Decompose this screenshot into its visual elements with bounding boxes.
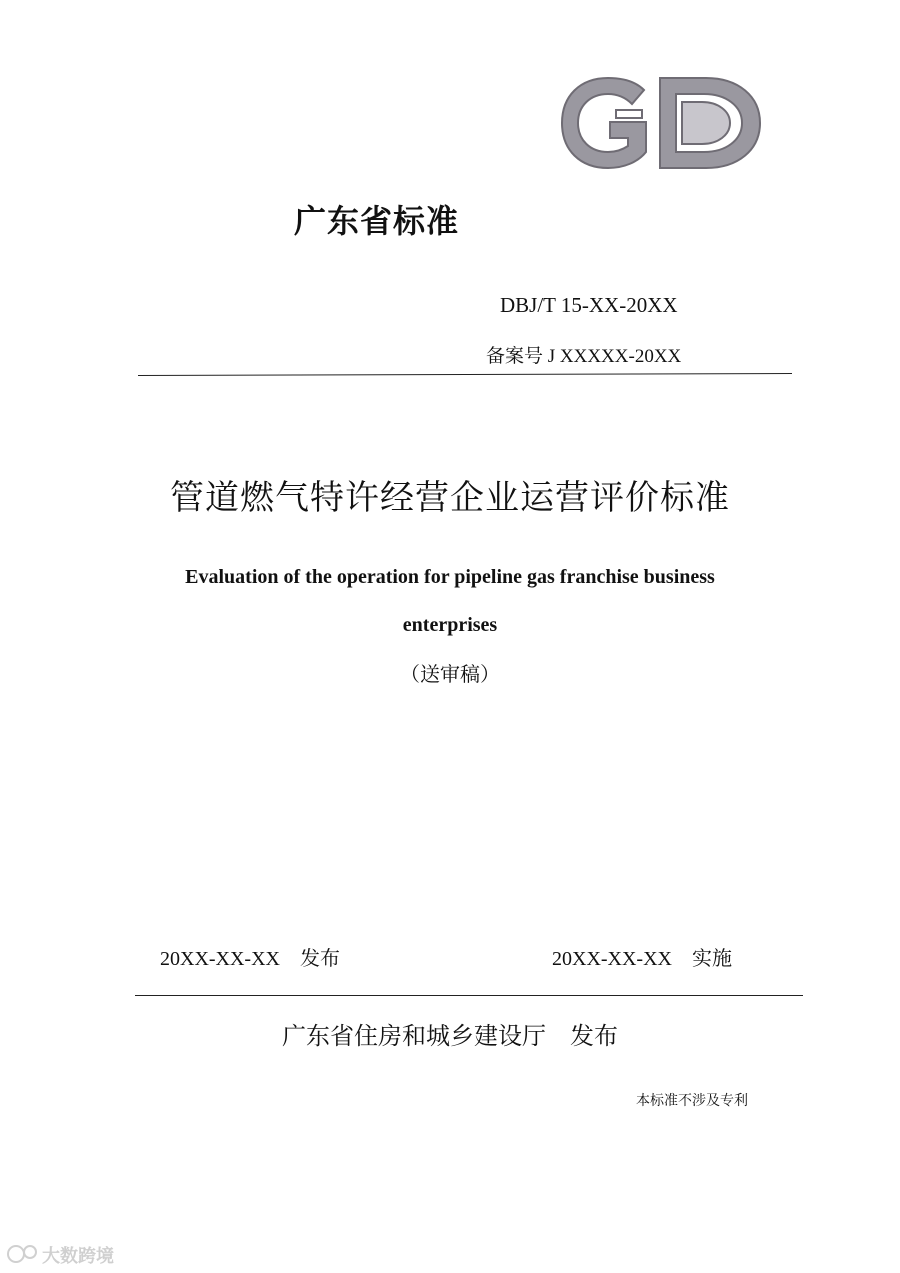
issue-date: 20XX-XX-XX 发布 xyxy=(160,948,340,970)
chinese-title: 管道燃气特许经营企业运营评价标准 xyxy=(170,478,730,518)
header-divider xyxy=(138,373,792,376)
standard-level: 广东省标准 xyxy=(294,202,460,240)
publisher: 广东省住房和城乡建设厅 发布 xyxy=(282,1022,618,1050)
record-number: 备案号 J XXXXX-20XX xyxy=(486,346,682,367)
english-title-line-2: enterprises xyxy=(402,614,498,636)
standard-code: DBJ/T 15-XX-20XX xyxy=(500,293,678,317)
english-title-line-1: Evaluation of the operation for pipeline gas franchise business xyxy=(185,566,715,588)
gd-logo xyxy=(556,72,766,174)
patent-note: 本标准不涉及专利 xyxy=(636,1093,748,1109)
watermark-text: 大数跨境 xyxy=(42,1246,114,1267)
watermark-icon xyxy=(6,1242,40,1266)
footer-divider xyxy=(135,995,803,996)
implement-date: 20XX-XX-XX 实施 xyxy=(552,948,732,970)
draft-status: （送审稿） xyxy=(400,662,500,686)
watermark xyxy=(6,1240,126,1268)
